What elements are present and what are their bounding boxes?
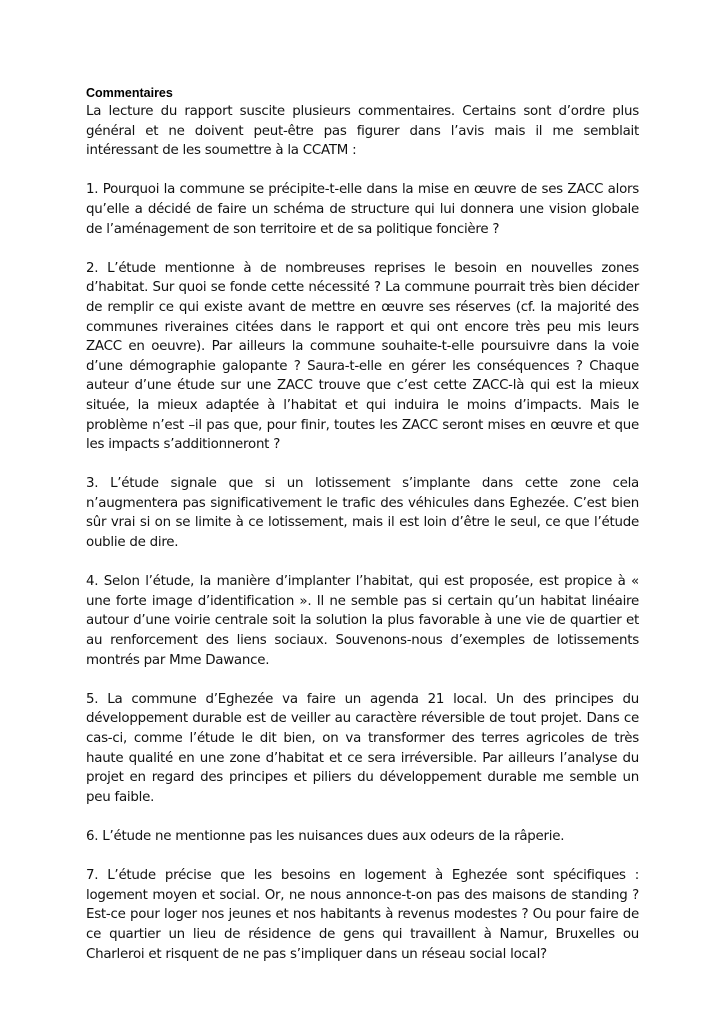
document-page [86, 86, 639, 984]
section-heading: Commentaires [86, 86, 173, 100]
comment-point-3: 3. L’étude signale que si un lotissement s’implante dans cette zone cela n’augmentera pas significativement le trafic des véhicules dans Eghezée. C’est bien sûr vrai si on se limite à ce lotissement, mais il est loin d’être le seul, ce que l’étude oublie de dire. [86, 476, 639, 551]
comment-point-7: 7. L’étude précise que les besoins en logement à Eghezée sont spécifiques : logement moyen et social. Or, ne nous annonce-t-on pas des maisons de standing ? Est-ce pour loger nos jeunes et nos habitants à revenus modestes ? Ou pour faire de ce quartier un lieu de résidence de gens qui travaillent à Namur, Bruxelles ou Charleroi et risquent de ne pas s’impliquer dans un réseau social local? [86, 868, 639, 962]
comment-point-2: 2. L’étude mentionne à de nombreuses reprises le besoin en nouvelles zones d’habitat. Sur quoi se fonde cette nécessité ? La commune pourrait très bien décider de remplir ce qui existe avant de mettre en œuvre ses réserves (cf. la majorité des communes riveraines citées dans le rapport et qui ont encore très peu mis leurs ZACC en oeuvre). Par ailleurs la commune souhaite-t-elle poursuivre dans la voie d’une démographie galopante ? Saura-t-elle en gérer les conséquences ? Chaque auteur d’une étude sur une ZACC trouve que c’est cette ZACC-là qui est la mieux située, la mieux adaptée à l’habitat et qui induira le moins d’impacts. Mais le problème n’est –il pas que, pour finir, toutes les ZACC seront mises en œuvre et que les impacts s’additionneront ? [86, 260, 639, 453]
intro-paragraph: La lecture du rapport suscite plusieurs commentaires. Certains sont d’ordre plus général et ne doivent peut-être pas figurer dans l’avis mais il me semblait intéressant de les soumettre à la CCATM : [86, 104, 639, 159]
comment-point-6: 6. L’étude ne mentionne pas les nuisances dues aux odeurs de la râperie. [86, 828, 565, 844]
comment-point-4: 4. Selon l’étude, la manière d’implanter l’habitat, qui est proposée, est propice à « une forte image d’identification ». Il ne semble pas si certain qu’un habitat linéaire autour d’une voirie centrale soit la solution la plus favorable à une vie de quartier et au renforcement des liens sociaux. Souvenons-nous d’exemples de lotissements montrés par Mme Dawance. [86, 574, 639, 668]
comment-point-5: 5. La commune d’Eghezée va faire un agenda 21 local. Un des principes du développement durable est de veiller au caractère réversible de tout projet. Dans ce cas-ci, comme l’étude le dit bien, on va transformer des terres agricoles de très haute qualité en une zone d’habitat et ce sera irréversible. Par ailleurs l’analyse du projet en regard des principes et piliers du développement durable me semble un peu faible. [86, 691, 639, 805]
comment-point-1: 1. Pourquoi la commune se précipite-t-elle dans la mise en œuvre de ses ZACC alors qu’elle a décidé de faire un schéma de structure qui lui donnera une vision globale de l’aménagement de son territoire et de sa politique foncière ? [86, 182, 639, 237]
